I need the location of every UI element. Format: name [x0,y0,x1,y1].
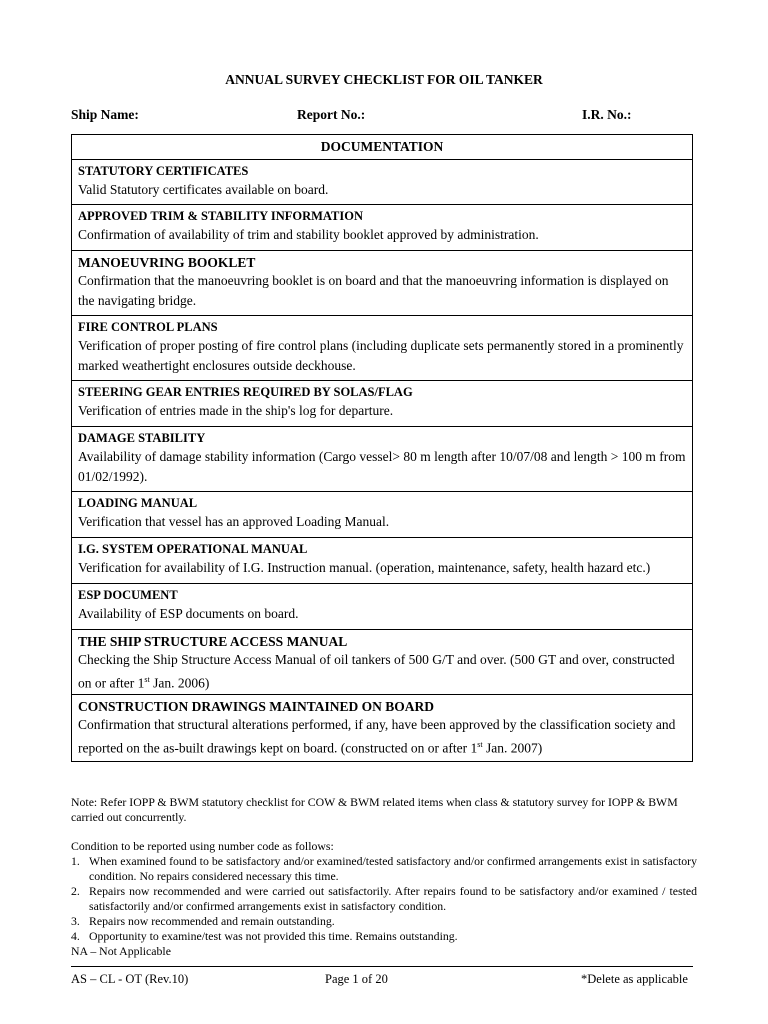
footer-delete-note: *Delete as applicable [581,972,688,986]
footer-page-number: Page 1 of 20 [325,972,388,986]
item-heading: CONSTRUCTION DRAWINGS MAINTAINED ON BOARD [78,699,435,714]
item-heading: APPROVED TRIM & STABILITY INFORMATION [78,209,363,223]
condition-item: 3. Repairs now recommended and remain outstanding. [71,914,335,928]
item-text: Verification of entries made in the ship's log for departure. [78,403,394,418]
condition-item: 2. Repairs now recommended and were carried out satisfactorily. After repairs found to be satisfactory and/or examined / tested satisfactorily and/or confirmed arrangements exist in satisfactory condition. [71,884,697,913]
checklist-item [72,251,692,316]
note-text: Note: Refer IOPP & BWM statutory checklist for COW & BWM related items when class & statutory survey for IOPP & BWM carried out concurrently. [71,795,678,824]
item-heading: LOADING MANUAL [78,496,198,510]
item-text: Availability of ESP documents on board. [78,606,299,621]
item-heading: I.G. SYSTEM OPERATIONAL MANUAL [78,542,308,556]
condition-codes [71,839,697,959]
condition-item: 1. When examined found to be satisfactory and/or examined/tested satisfactory and/or confirmed arrangements exist in satisfactory condition. No repairs considered necessary this time. [71,854,697,883]
section-heading: DOCUMENTATION [72,135,692,160]
item-heading: STATUTORY CERTIFICATES [78,164,249,178]
condition-list [71,854,697,944]
checklist-item [72,538,692,584]
item-text: Availability of damage stability information (Cargo vessel> 80 m length after 10/07/08 and length > 100 m from 01/02/1992). [78,449,686,484]
item-text: Confirmation of availability of trim and stability booklet approved by administration. [78,227,539,242]
report-no-label: Report No.: [297,107,366,122]
ir-no-label: I.R. No.: [582,107,632,122]
checklist-item [72,695,692,761]
checklist-item [72,492,692,538]
item-heading: ESP DOCUMENT [78,588,178,602]
checklist-item [72,205,692,251]
document-title: ANNUAL SURVEY CHECKLIST FOR OIL TANKER [225,72,543,87]
checklist-item [72,427,692,492]
condition-intro: Condition to be reported using number code as follows: [71,839,334,853]
checklist-item [72,160,692,205]
na-legend: NA – Not Applicable [71,944,171,958]
checklist-item [72,584,692,630]
item-text: Valid Statutory certificates available on board. [78,182,329,197]
item-heading: MANOEUVRING BOOKLET [78,255,256,270]
documentation-table [71,134,693,762]
item-heading: STEERING GEAR ENTRIES REQUIRED BY SOLAS/FLAG [78,385,413,399]
item-text: Verification of proper posting of fire control plans (including duplicate sets permanently stored in a prominently marked weathertight enclosures outside deckhouse. [78,338,684,373]
checklist-item [72,316,692,381]
footer-divider [71,966,693,967]
checklist-item [72,630,692,695]
item-heading: DAMAGE STABILITY [78,431,206,445]
item-text: Confirmation that the manoeuvring booklet is on board and that the manoeuvring information is displayed on the navigating bridge. [78,273,669,308]
item-text: Verification that vessel has an approved Loading Manual. [78,514,390,529]
item-text: Confirmation that structural alterations performed, if any, have been approved by the classification society and reported on the as-built drawings kept on board. (constructed on or after 1st Jan. 2007) [78,717,676,756]
ship-name-label: Ship Name: [71,107,139,122]
footer-doc-code: AS – CL - OT (Rev.10) [71,972,189,986]
condition-item: 4. Opportunity to examine/test was not provided this time. Remains outstanding. [71,929,458,943]
item-text: Verification for availability of I.G. Instruction manual. (operation, maintenance, safety, health hazard etc.) [78,560,651,575]
item-text: Checking the Ship Structure Access Manual of oil tankers of 500 G/T and over. (500 GT and over, constructed on or after 1st Jan. 2006) [78,652,675,691]
checklist-item [72,381,692,427]
item-heading: FIRE CONTROL PLANS [78,320,218,334]
item-heading: THE SHIP STRUCTURE ACCESS MANUAL [78,634,348,649]
